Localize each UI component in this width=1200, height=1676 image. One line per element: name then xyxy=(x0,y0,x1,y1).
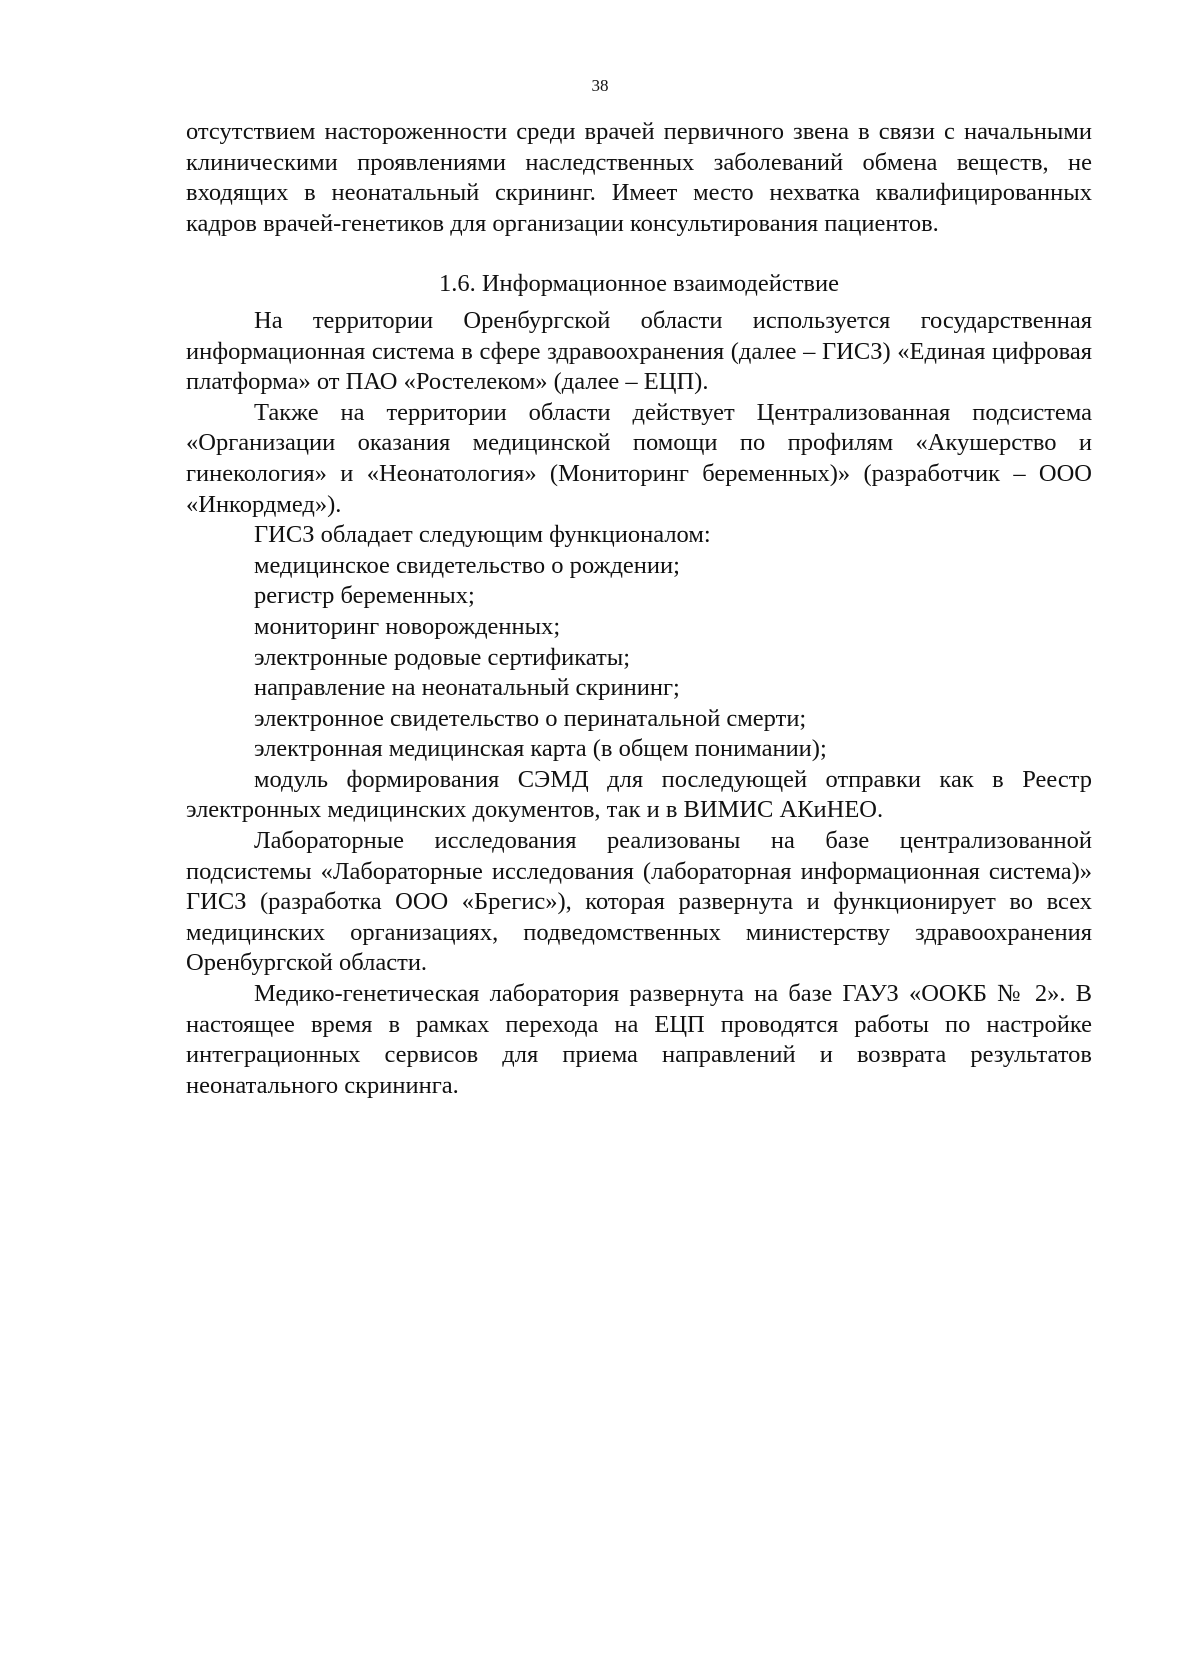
paragraph-continuation: отсутствием настороженности среди врачей первичного звена в связи с начальными клиническими проявлениями наследственных заболеваний обмена веществ, не входящих в неонатальный скрининг. Имеет место нехватка квалифицированных кадров врачей-генетиков для организации консультирования пациентов. xyxy=(186,118,1092,237)
paragraph-functionality: ГИСЗ обладает следующим функционалом: xyxy=(254,521,711,549)
section-heading: 1.6. Информационное взаимодействие xyxy=(438,270,839,298)
list-item: регистр беременных; xyxy=(254,582,475,610)
list-item: медицинское свидетельство о рождении; xyxy=(254,551,680,579)
paragraph-subsystem: Также на территории области действует Централизованная подсистема «Организации оказания медицинской помощи по профилям «Акушерство и гинекология» и «Неонатология» (Мониторинг беременных)» (разработчик – ООО «Инкордмед»). xyxy=(186,398,1092,518)
paragraph-lab-research: Лабораторные исследования реализованы на базе централизованной подсистемы «Лабораторные исследования (лабораторная информационная система)» ГИСЗ (разработка ООО «Брегис»), которая развернута и функционирует во всех медицинских организациях, подведомственных министерству здравоохранения Оренбургской области. xyxy=(186,827,1092,977)
list-item: электронное свидетельство о перинатальной смерти; xyxy=(254,704,807,732)
list-item: электронные родовые сертификаты; xyxy=(254,643,631,671)
page-number: 38 xyxy=(591,76,609,95)
paragraph-gisz-intro: На территории Оренбургской области используется государственная информационная система в сфере здравоохранения (далее – ГИСЗ) «Единая цифровая платформа» от ПАО «Ростелеком» (далее – ЕЦП). xyxy=(186,306,1092,396)
document-body xyxy=(186,117,1092,1101)
list-item: мониторинг новорожденных; xyxy=(254,612,561,640)
list-item: электронная медицинская карта (в общем понимании); xyxy=(254,735,827,763)
paragraph-semd-module: модуль формирования СЭМД для последующей отправки как в Реестр электронных медицинских документов, так и в ВИМИС АКиНЕО. xyxy=(186,765,1092,824)
list-item: направление на неонатальный скрининг; xyxy=(254,674,680,702)
paragraph-genetic-lab: Медико-генетическая лаборатория развернута на базе ГАУЗ «ООКБ № 2». В настоящее время в рамках перехода на ЕЦП проводятся работы по настройке интеграционных сервисов для приема направлений и возврата результатов неонатального скрининга. xyxy=(186,980,1092,1099)
